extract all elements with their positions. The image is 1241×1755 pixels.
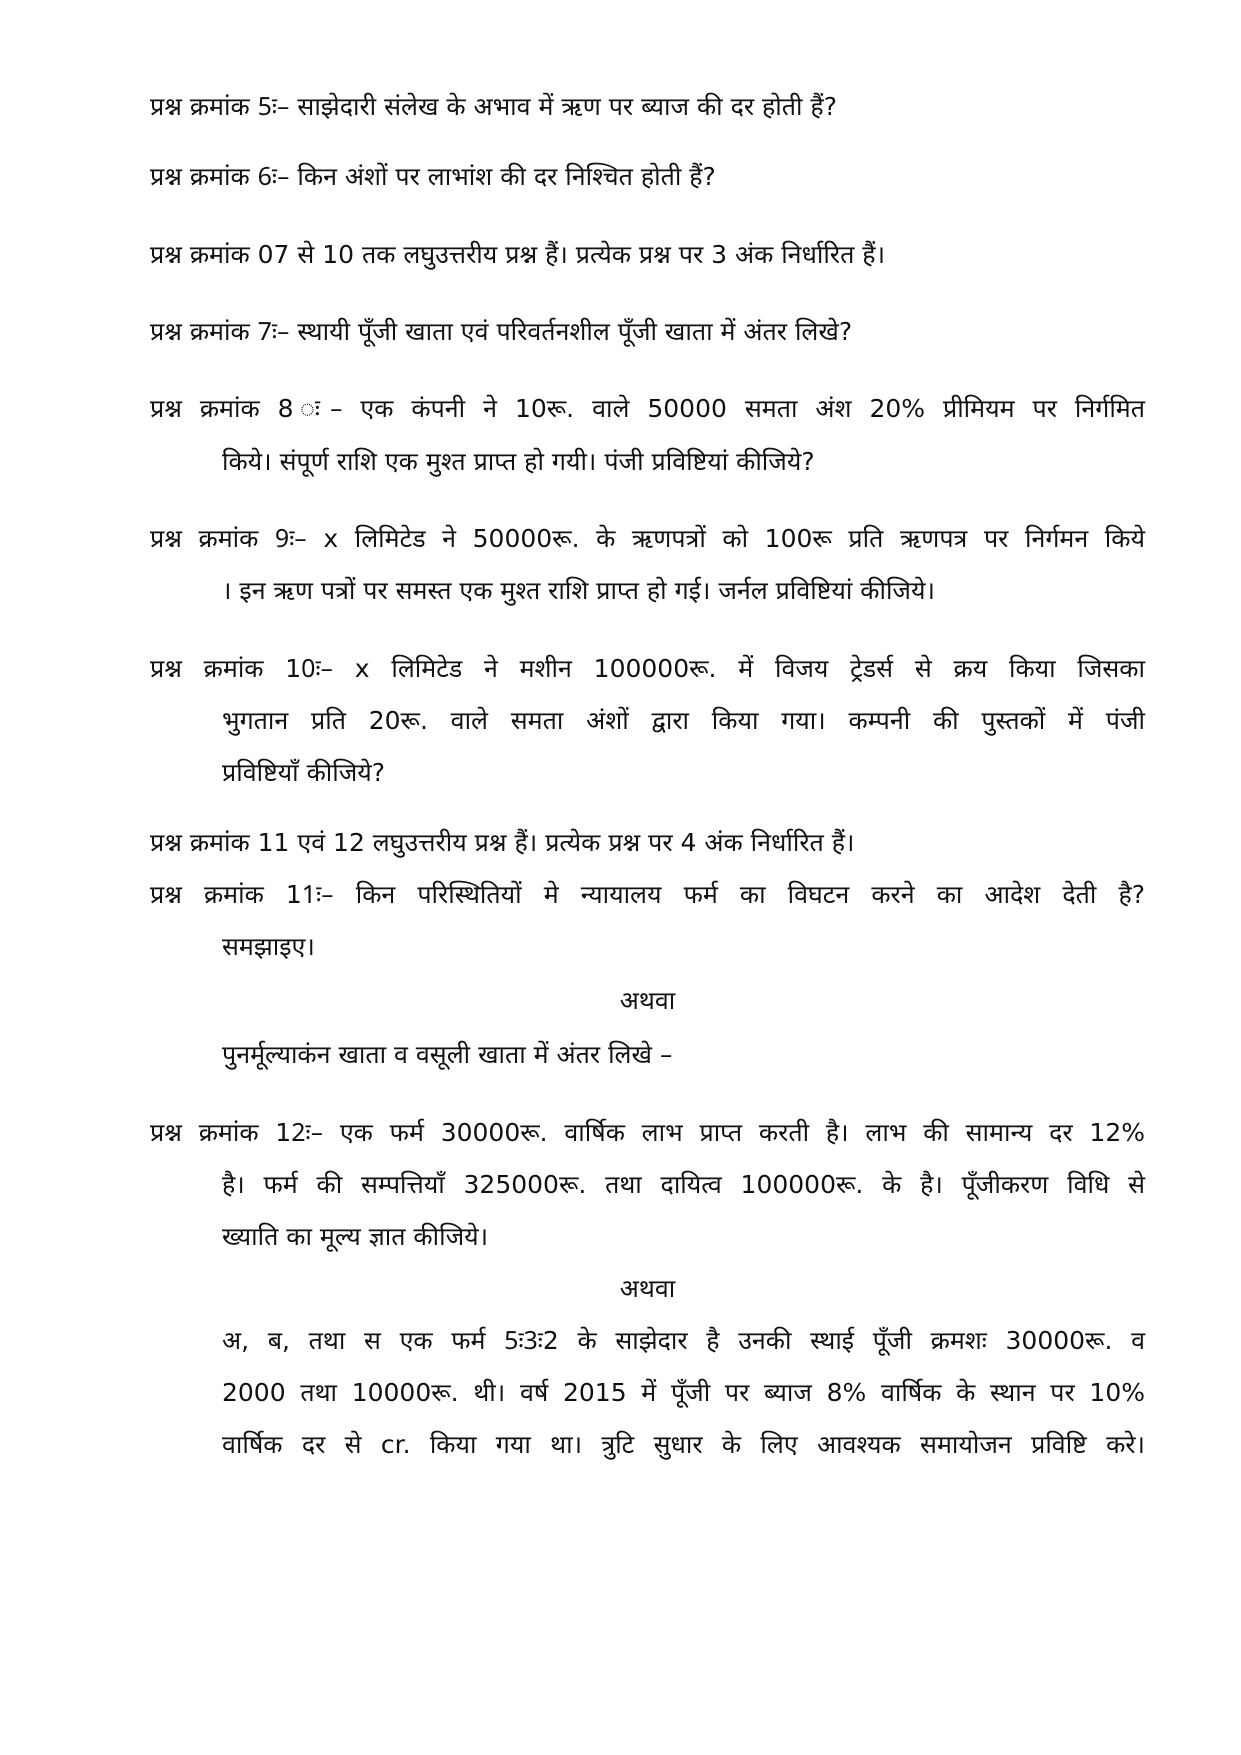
section-note-7-10: प्रश्न क्रमांक 07 से 10 तक लघुउत्तरीय प्रश्न हैं। प्रत्येक प्रश्न पर 3 अंक निर्धारित हैं। xyxy=(150,240,886,269)
question-10-line-2: भुगतान प्रति 20रू. वाले समता अंशों द्वारा किया गया। कम्पनी की पुस्तकों में पंजी xyxy=(222,706,1145,735)
section-note-11-12: प्रश्न क्रमांक 11 एवं 12 लघुउत्तरीय प्रश्न हैं। प्रत्येक प्रश्न पर 4 अंक निर्धारित हैं। xyxy=(150,828,855,857)
question-8-line-1: प्रश्न क्रमांक 8 ः– एक कंपनी ने 10रू. वाले 50000 समता अंश 20% प्रीमियम पर निर्गमित xyxy=(150,394,1145,423)
question-8-line-2: किये। संपूर्ण राशि एक मुश्त प्राप्त हो गयी। पंजी प्रविष्टियां कीजिये? xyxy=(222,447,815,476)
or-divider-1: अथवा xyxy=(619,986,676,1015)
question-11-line-2: समझाइए। xyxy=(222,932,315,961)
question-12-alt-line-3: वार्षिक दर से cr. किया गया था। त्रुटि सुधार के लिए आवश्यक समायोजन प्रविष्टि करे। xyxy=(222,1430,1145,1459)
question-12-line-1: प्रश्न क्रमांक 12ः– एक फर्म 30000रू. वार्षिक लाभ प्राप्त करती है। लाभ की सामान्य दर 12% xyxy=(150,1118,1145,1147)
question-11-alternative: पुनर्मूल्याकंन खाता व वसूली खाता में अंतर लिखे – xyxy=(222,1040,673,1069)
question-12-line-3: ख्याति का मूल्य ज्ञात कीजिये। xyxy=(222,1222,489,1251)
or-divider-2: अथवा xyxy=(619,1274,676,1303)
question-9-line-1: प्रश्न क्रमांक 9ः– x लिमिटेड ने 50000रू. के ऋणपत्रों को 100रू प्रति ऋणपत्र पर निर्गमन किये xyxy=(150,524,1145,553)
question-10-line-3: प्रविष्टियाँ कीजिये? xyxy=(222,758,386,787)
question-6: प्रश्न क्रमांक 6ः– किन अंशों पर लाभांश की दर निश्चित होती हैं? xyxy=(150,162,716,191)
question-11-line-1: प्रश्न क्रमांक 11ः– किन परिस्थितियों मे न्यायालय फर्म का विघटन करने का आदेश देती है? xyxy=(150,880,1145,909)
question-12-line-2: है। फर्म की सम्पत्तियाँ 325000रू. तथा दायित्व 100000रू. के है। पूँजीकरण विधि से xyxy=(222,1170,1145,1199)
question-5: प्रश्न क्रमांक 5ः– साझेदारी संलेख के अभाव में ऋण पर ब्याज की दर होती हैं? xyxy=(150,92,837,121)
question-12-alt-line-2: 2000 तथा 10000रू. थी। वर्ष 2015 में पूँजी पर ब्याज 8% वार्षिक के स्थान पर 10% xyxy=(222,1378,1145,1407)
question-7: प्रश्न क्रमांक 7ः– स्थायी पूँजी खाता एवं परिवर्तनशील पूँजी खाता में अंतर लिखे? xyxy=(150,317,853,346)
question-10-line-1: प्रश्न क्रमांक 10ः– x लिमिटेड ने मशीन 100000रू. में विजय ट्रेडर्स से क्रय किया जिसका xyxy=(150,654,1145,683)
question-9-line-2: । इन ऋण पत्रों पर समस्त एक मुश्त राशि प्राप्त हो गई। जर्नल प्रविष्टियां कीजिये। xyxy=(222,576,935,605)
question-12-alt-line-1: अ, ब, तथा स एक फर्म 5ः3ः2 के साझेदार है उनकी स्थाई पूँजी क्रमशः 30000रू. व xyxy=(222,1326,1145,1355)
